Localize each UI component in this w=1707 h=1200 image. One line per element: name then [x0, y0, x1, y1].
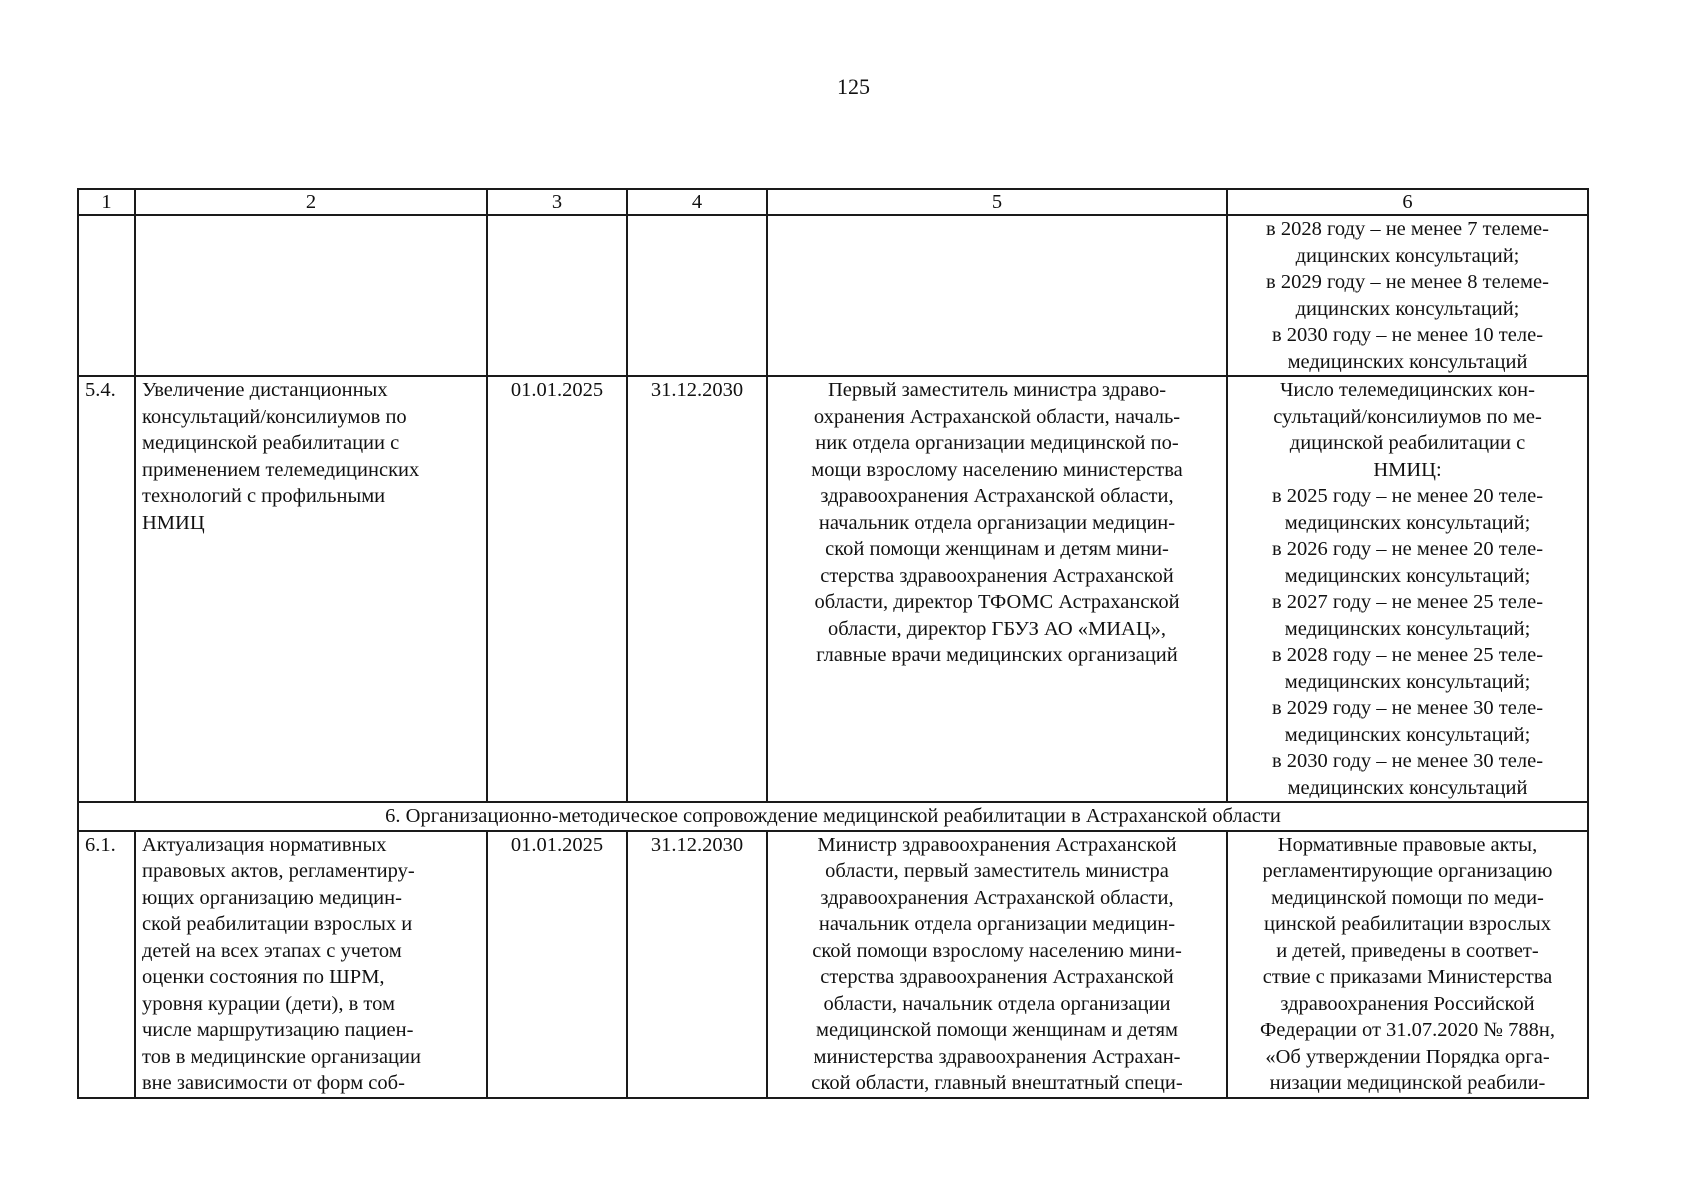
- text-line: медицинских консультаций;: [1284, 723, 1531, 746]
- text-line: области, директор ГБУЗ АО «МИАЦ»,: [827, 617, 1167, 640]
- table-row-5-4: [78, 376, 1588, 802]
- text-line: правовых актов, регламентиру-: [142, 860, 415, 882]
- row-number: 6.1.: [78, 831, 135, 1098]
- text-line: медицинской помощи по меди-: [1271, 886, 1544, 909]
- result-cell: [1227, 831, 1588, 1098]
- continuation-row: [78, 215, 1588, 376]
- text-line: начальник отдела организации медицин-: [818, 511, 1176, 534]
- empty-cell: [487, 215, 627, 376]
- text-line: медицинских консультаций: [1287, 350, 1528, 373]
- text-line: медицинских консультаций;: [1284, 511, 1531, 534]
- responsible-cell: [767, 831, 1227, 1098]
- text-line: охранения Астраханской области, началь-: [813, 405, 1181, 428]
- plan-table: [77, 188, 1589, 1099]
- text-line: Актуализация нормативных: [142, 833, 387, 856]
- text-line: и детей, приведены в соответ-: [1276, 939, 1539, 962]
- empty-cell: [135, 215, 487, 376]
- text-line: медицинских консультаций: [1287, 776, 1528, 799]
- text-line: НМИЦ:: [1373, 458, 1442, 481]
- text-line: Первый заместитель министра здраво-: [827, 379, 1167, 401]
- text-line: области, начальник отдела организации: [823, 992, 1171, 1015]
- text-line: здравоохранения Российской: [1280, 992, 1535, 1015]
- empty-cell: [78, 215, 135, 376]
- text-line: главные врачи медицинских организаций: [816, 644, 1178, 666]
- text-line: ющих организацию медицин-: [142, 886, 402, 909]
- section-heading-row: [78, 802, 1588, 831]
- row-number: 5.4.: [78, 376, 135, 802]
- text-line: медицинской реабилитации с: [142, 432, 400, 454]
- text-line: стерства здравоохранения Астраханской: [820, 564, 1174, 587]
- text-line: ской области, главный внештатный специ-: [811, 1072, 1183, 1094]
- text-line: медицинских консультаций;: [1284, 617, 1531, 640]
- text-line: уровня курации (дети), в том: [142, 992, 395, 1015]
- text-line: в 2025 году – не менее 20 теле-: [1271, 485, 1544, 507]
- text-line: Федерации от 31.07.2020 № 788н,: [1260, 1019, 1555, 1041]
- text-line: в 2027 году – не менее 25 теле-: [1271, 591, 1544, 613]
- text-line: в 2029 году – не менее 8 телеме-: [1266, 271, 1549, 293]
- text-line: дицинской реабилитации с: [1289, 432, 1526, 454]
- text-line: консультаций/консилиумов по: [142, 405, 407, 428]
- start-date: 01.01.2025: [487, 831, 627, 1098]
- text-line: детей на всех этапах с учетом: [142, 939, 402, 962]
- text-line: медицинских консультаций;: [1284, 670, 1531, 693]
- text-line: области, директор ТФОМС Астраханской: [814, 591, 1180, 613]
- result-cell: [1227, 376, 1588, 802]
- text-line: регламентирующие организацию: [1262, 860, 1553, 882]
- text-line: медицинской помощи женщинам и детям: [815, 1019, 1178, 1041]
- header-cell: 2: [135, 189, 487, 215]
- text-line: здравоохранения Астраханской области,: [820, 485, 1174, 507]
- text-line: НМИЦ: [142, 511, 205, 534]
- measure-title-cell: [135, 831, 487, 1098]
- text-line: низации медицинской реабили-: [1269, 1072, 1546, 1094]
- text-line: Число телемедицинских кон-: [1280, 379, 1535, 401]
- text-line: в 2028 году – не менее 25 теле-: [1271, 644, 1544, 666]
- text-line: ской реабилитации взрослых и: [142, 913, 413, 935]
- text-line: технологий с профильными: [142, 485, 386, 507]
- text-line: мощи взрослому населению министерства: [811, 458, 1183, 481]
- table-header-row: [78, 189, 1588, 215]
- text-line: в 2026 году – не менее 20 теле-: [1271, 538, 1544, 560]
- text-line: «Об утверждении Порядка орга-: [1265, 1045, 1550, 1068]
- end-date: 31.12.2030: [627, 376, 767, 802]
- text-line: сультаций/консилиумов по ме-: [1273, 405, 1542, 428]
- text-line: ник отдела организации медицинской по-: [815, 432, 1179, 454]
- text-line: оценки состояния по ШРМ,: [142, 966, 385, 988]
- text-line: медицинских консультаций;: [1284, 564, 1531, 587]
- text-line: ской помощи женщинам и детям мини-: [825, 538, 1169, 560]
- start-date: 01.01.2025: [487, 376, 627, 802]
- header-cell: 4: [627, 189, 767, 215]
- end-date: 31.12.2030: [627, 831, 767, 1098]
- result-cell: [1227, 215, 1588, 376]
- text-line: в 2028 году – не менее 7 телеме-: [1266, 218, 1549, 240]
- text-line: дицинских консультаций;: [1295, 244, 1520, 267]
- responsible-cell: [767, 376, 1227, 802]
- header-cell: 3: [487, 189, 627, 215]
- text-line: Нормативные правовые акты,: [1277, 833, 1538, 856]
- empty-cell: [627, 215, 767, 376]
- text-line: начальник отдела организации медицин-: [818, 913, 1176, 935]
- measure-title-cell: [135, 376, 487, 802]
- text-line: области, первый заместитель министра: [825, 860, 1169, 882]
- header-cell: 6: [1227, 189, 1588, 215]
- text-line: здравоохранения Астраханской области,: [820, 886, 1174, 909]
- text-line: Министр здравоохранения Астраханской: [817, 833, 1177, 856]
- page-number: 125: [837, 74, 870, 99]
- text-line: вне зависимости от форм соб-: [142, 1072, 405, 1094]
- table-row-6-1: [78, 831, 1588, 1098]
- text-line: Увеличение дистанционных: [142, 379, 388, 401]
- text-line: применением телемедицинских: [142, 458, 420, 481]
- text-line: министерства здравоохранения Астрахан-: [813, 1045, 1181, 1068]
- text-line: в 2030 году – не менее 30 теле-: [1271, 750, 1544, 772]
- text-line: тов в медицинские организации: [142, 1045, 421, 1068]
- section-title: 6. Организационно-методическое сопровождение медицинской реабилитации в Астраханской области: [78, 802, 1588, 831]
- text-line: ской помощи взрослому населению мини-: [812, 939, 1182, 962]
- text-line: в 2030 году – не менее 10 теле-: [1271, 324, 1544, 346]
- text-line: в 2029 году – не менее 30 теле-: [1271, 697, 1544, 719]
- text-line: числе маршрутизацию пациен-: [142, 1019, 414, 1041]
- text-line: дицинских консультаций;: [1295, 297, 1520, 320]
- text-line: стерства здравоохранения Астраханской: [820, 966, 1174, 988]
- header-cell: 1: [78, 189, 135, 215]
- text-line: ствие с приказами Министерства: [1262, 966, 1553, 988]
- empty-cell: [767, 215, 1227, 376]
- text-line: цинской реабилитации взрослых: [1263, 913, 1552, 935]
- header-cell: 5: [767, 189, 1227, 215]
